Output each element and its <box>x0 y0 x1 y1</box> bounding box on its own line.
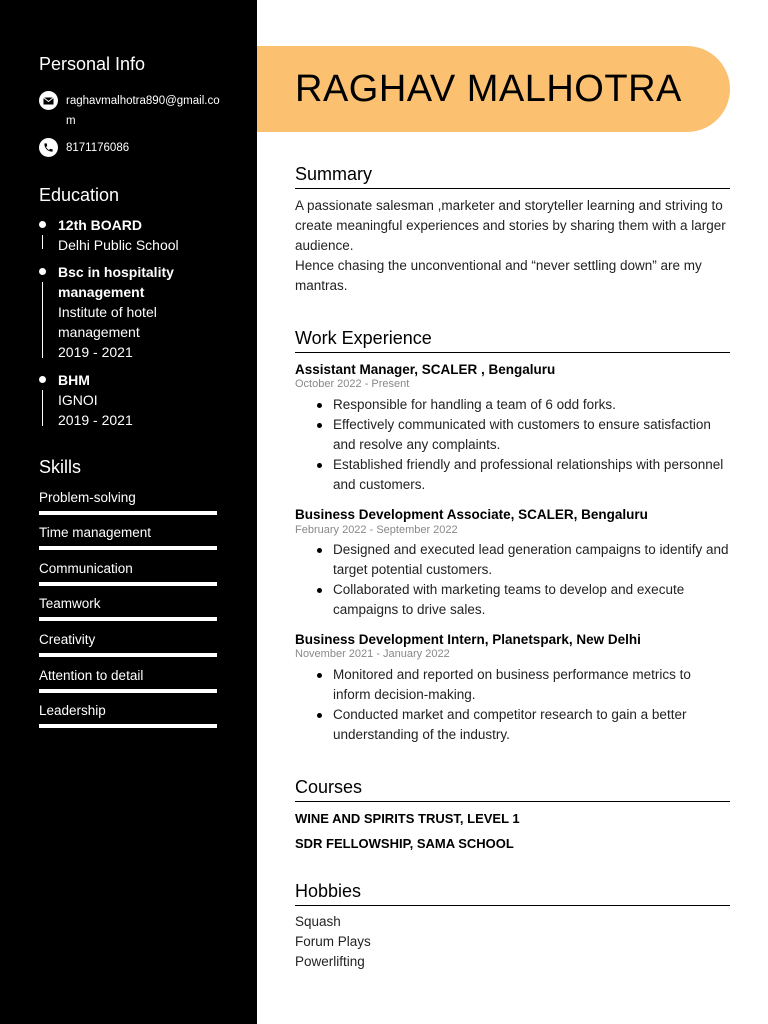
job-bullet: Effectively communicated with customers to ensure satisfaction and resolve any complaints. <box>314 415 730 455</box>
skills-heading: Skills <box>39 457 82 477</box>
skill-name: Leadership <box>39 703 106 718</box>
courses-heading: Courses <box>295 775 730 802</box>
education-school: IGNOI <box>58 392 98 408</box>
name-banner <box>257 46 730 132</box>
timeline-dot <box>39 376 46 383</box>
skill-name: Teamwork <box>39 596 101 611</box>
job-date: November 2021 - January 2022 <box>295 648 450 660</box>
timeline-line <box>42 235 43 249</box>
skill-name: Attention to detail <box>39 668 144 683</box>
envelope-icon <box>39 91 58 110</box>
job-title: Business Development Intern, Planetspark, New Delhi <box>295 632 641 647</box>
timeline-line <box>42 390 43 426</box>
candidate-name: RAGHAV MALHOTRA <box>295 68 682 110</box>
skill-level-bar <box>39 582 217 586</box>
job-bullets <box>314 540 730 620</box>
education-school: Institute of hotel management <box>58 304 157 340</box>
email-contact[interactable] <box>39 91 226 131</box>
email-text: raghavmalhotra890@gmail.com <box>66 95 220 127</box>
course-item: WINE AND SPIRITS TRUST, LEVEL 1 <box>295 811 520 826</box>
skill-item <box>39 489 217 515</box>
sidebar <box>0 0 257 1024</box>
summary-text: A passionate salesman ,marketer and storyteller learning and striving to create meaningful experiences and stories by sharing them with a larger audience. <box>295 198 726 253</box>
education-title: BHM <box>58 372 90 388</box>
education-dates: 2019 - 2021 <box>58 344 133 360</box>
skill-name: Creativity <box>39 632 96 647</box>
phone-contact[interactable] <box>39 138 226 158</box>
job-bullet: Conducted market and competitor research to gain a better understanding of the industry. <box>314 705 730 745</box>
job-bullet: Designed and executed lead generation campaigns to identify and target potential customers. <box>314 540 730 580</box>
summary-heading: Summary <box>295 162 730 189</box>
job-bullets <box>314 395 730 495</box>
education-title: 12th BOARD <box>58 217 143 233</box>
hobby-item: Forum Plays <box>295 934 371 949</box>
skill-level-bar <box>39 724 217 728</box>
timeline-line <box>42 282 43 358</box>
job-title: Assistant Manager, SCALER , Bengaluru <box>295 362 556 377</box>
personal-info-heading: Personal Info <box>39 54 146 74</box>
skill-name: Problem-solving <box>39 490 136 505</box>
job-title: Business Development Associate, SCALER, Bengaluru <box>295 507 648 522</box>
skill-item <box>39 524 217 550</box>
timeline-dot <box>39 221 46 228</box>
job-date: October 2022 - Present <box>295 378 410 390</box>
skill-level-bar <box>39 689 217 693</box>
skill-level-bar <box>39 653 217 657</box>
hobby-item: Squash <box>295 914 341 929</box>
hobby-item: Powerlifting <box>295 954 365 969</box>
skill-level-bar <box>39 511 217 515</box>
skill-name: Communication <box>39 561 133 576</box>
skill-name: Time management <box>39 525 152 540</box>
skill-item <box>39 667 217 693</box>
skill-item <box>39 595 217 621</box>
work-experience-heading: Work Experience <box>295 326 730 353</box>
skill-item <box>39 702 217 728</box>
job-bullets <box>314 665 730 745</box>
skill-level-bar <box>39 546 217 550</box>
job-bullet: Collaborated with marketing teams to develop and execute campaigns to drive sales. <box>314 580 730 620</box>
skill-level-bar <box>39 617 217 621</box>
skill-item <box>39 560 217 586</box>
education-dates: 2019 - 2021 <box>58 412 133 428</box>
education-item <box>39 215 229 255</box>
hobbies-heading: Hobbies <box>295 879 730 906</box>
job-bullet: Responsible for handling a team of 6 odd forks. <box>314 395 730 415</box>
education-item <box>39 370 229 430</box>
summary-text-continued: Hence chasing the unconventional and “never settling down” are my mantras. <box>295 258 702 293</box>
education-heading: Education <box>39 185 120 205</box>
course-item: SDR FELLOWSHIP, SAMA SCHOOL <box>295 836 514 851</box>
job-bullet: Established friendly and professional relationships with personnel and customers. <box>314 455 730 495</box>
phone-icon <box>39 138 58 157</box>
job-date: February 2022 - September 2022 <box>295 524 458 536</box>
skill-item <box>39 631 217 657</box>
timeline-dot <box>39 268 46 275</box>
education-item <box>39 262 229 362</box>
phone-text: 8171176086 <box>66 142 130 154</box>
job-bullet: Monitored and reported on business performance metrics to inform decision-making. <box>314 665 730 705</box>
education-title: Bsc in hospitality management <box>58 264 174 300</box>
education-school: Delhi Public School <box>58 237 179 253</box>
